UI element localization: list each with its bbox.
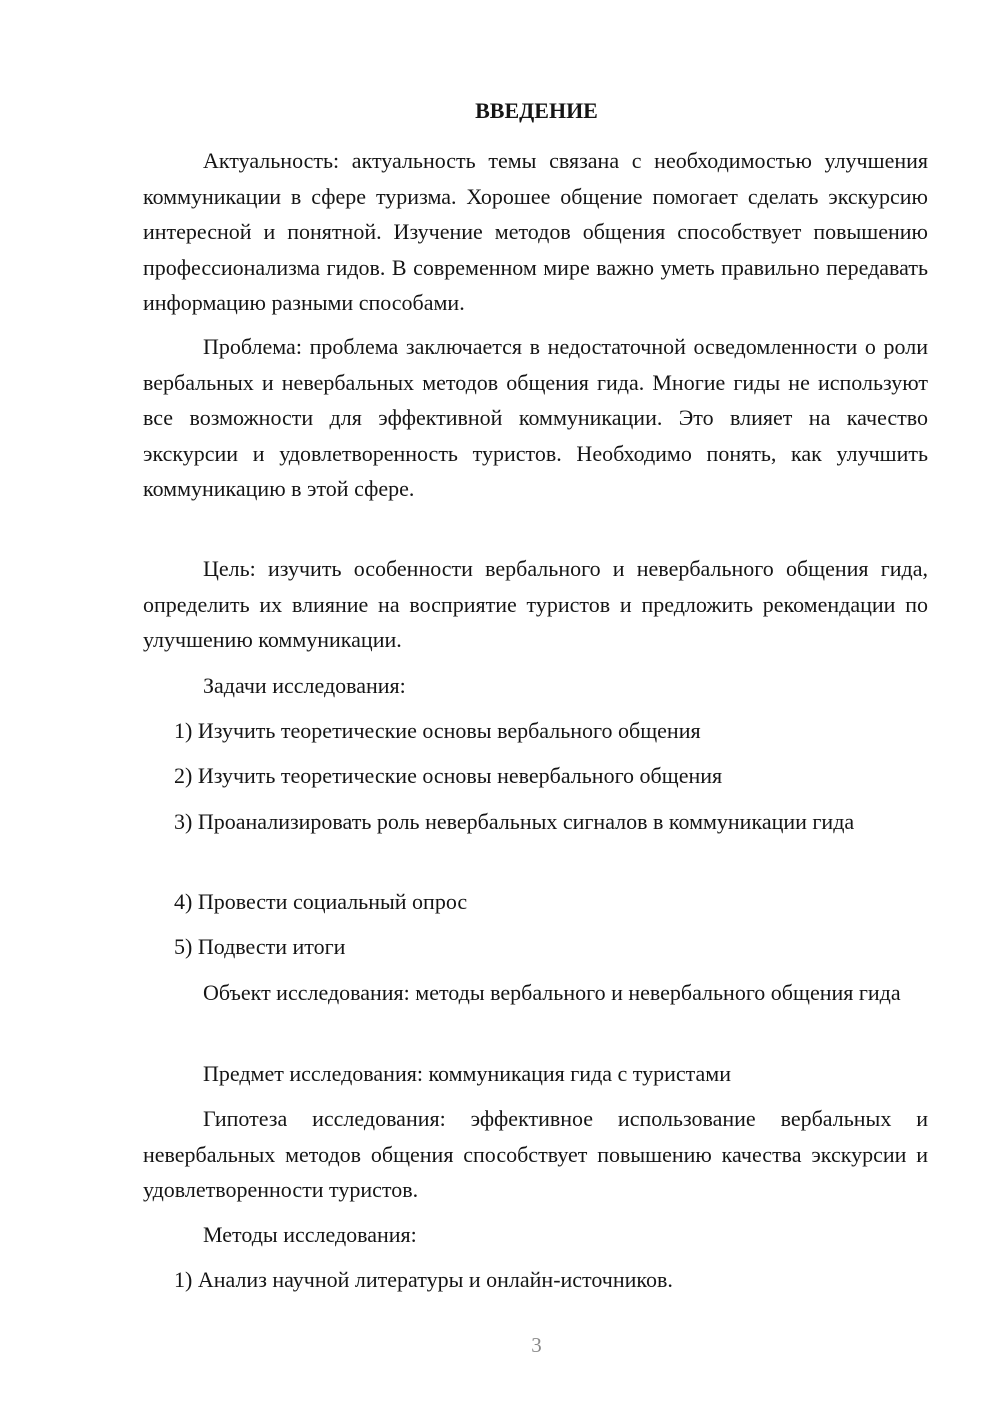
task-item: 5) Подвести итоги bbox=[174, 934, 346, 959]
methods-heading: Методы исследования: bbox=[203, 1222, 417, 1247]
page-number: 3 bbox=[531, 1333, 542, 1357]
paragraph-relevance: Актуальность: актуальность темы связана с необходимостью улучшения коммуникации в сфере туризма. Хорошее общение помогает сделать экскурсию интересной и понятной. Изучение методов общения способствует повышению профессионализма гидов. В современном мире важно уметь правильно передавать информацию разными способами. bbox=[143, 148, 928, 315]
page-title: ВВЕДЕНИЕ bbox=[475, 98, 598, 123]
method-item: 1) Анализ научной литературы и онлайн-источников. bbox=[174, 1267, 673, 1292]
task-item: 4) Провести социальный опрос bbox=[174, 889, 468, 914]
paragraph-subject: Предмет исследования: коммуникация гида с туристами bbox=[203, 1061, 731, 1086]
task-item: 2) Изучить теоретические основы невербального общения bbox=[174, 763, 723, 788]
paragraph-goal: Цель: изучить особенности вербального и невербального общения гида, определить их влияние на восприятие туристов и предложить рекомендации по улучшению коммуникации. bbox=[143, 556, 928, 652]
paragraph-hypothesis: Гипотеза исследования: эффективное использование вербальных и невербальных методов общения способствует повышению качества экскурсии и удовлетворенности туристов. bbox=[143, 1106, 928, 1202]
task-item: 3) Проанализировать роль невербальных сигналов в коммуникации гида bbox=[174, 809, 855, 834]
paragraph-problem: Проблема: проблема заключается в недостаточной осведомленности о роли вербальных и невербальных методов общения гида. Многие гиды не используют все возможности для эффективной коммуникации. Это влияет на качество экскурсии и удовлетворенность туристов. Необходимо понять, как улучшить коммуникацию в этой сфере. bbox=[143, 334, 928, 501]
tasks-heading: Задачи исследования: bbox=[203, 673, 406, 698]
paragraph-object: Объект исследования: методы вербального и невербального общения гида bbox=[203, 980, 901, 1005]
task-item: 1) Изучить теоретические основы вербального общения bbox=[174, 718, 701, 743]
